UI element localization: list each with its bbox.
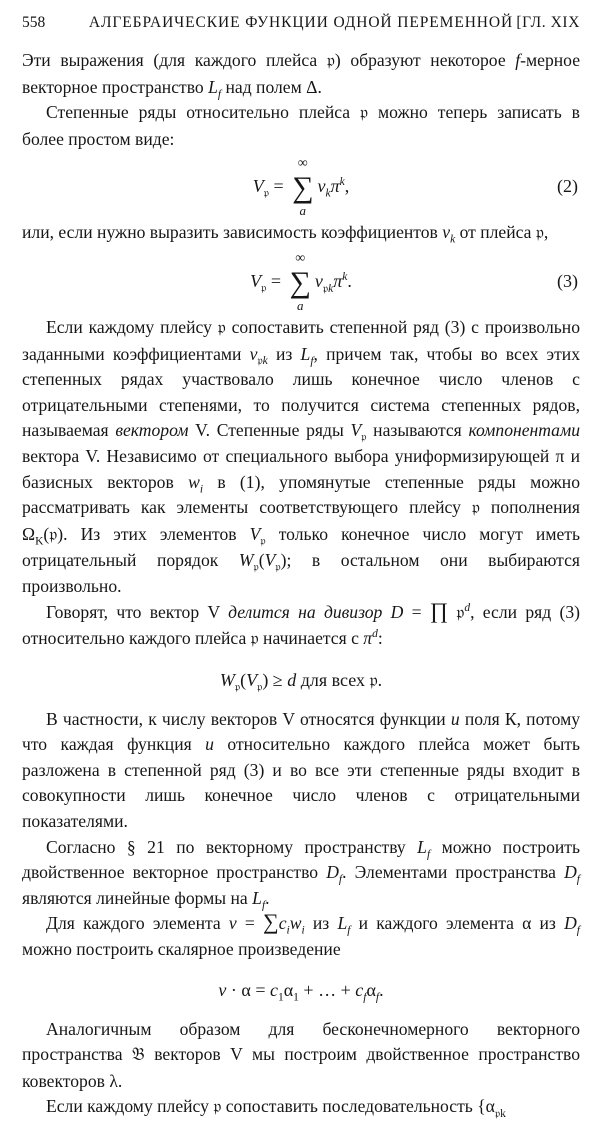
paragraph-6: В частности, к числу векторов V относятся функции u поля К, потому что каждая функция u относительно каждого плейса может быть разложена в степенной ряд (3) и во все эти степенные ряды входит в совокупности лишь конечное число членов с отрицательными показателями.	[22, 708, 581, 832]
paragraph-1: Эти выражения (для каждого плейса 𝔭) образуют некоторое f-мерное векторное пространство $L_f$ над полем Δ.	[22, 50, 581, 101]
paragraph-10: Если каждому плейсу 𝔭 сопоставить последовательность {$\alpha_{𝔭k}$	[46, 1096, 506, 1120]
page-number: 558	[22, 14, 46, 31]
running-title: АЛГЕБРАИЧЕСКИЕ ФУНКЦИИ ОДНОЙ ПЕРЕМЕННОЙ	[88, 14, 514, 31]
equation-2: $V_𝔭$ = ∑ ∞ a $v_k\pi^k$, (2)	[252, 156, 578, 219]
paragraph-7: Согласно § 21 по векторному пространству $L_f$ можно построить двойственное векторное пространство $D_f$. Элементами пространства $D_f$ являются линейные формы на $L_f$.	[22, 836, 581, 912]
equation-scalar: $v \cdot \alpha = c_1\alpha_1$ + … + $c_f\alpha_f$.	[218, 979, 384, 1004]
sum-symbol: ∑ ∞ a	[292, 156, 314, 219]
sum-symbol: ∑ ∞ a	[289, 250, 311, 313]
equation-order: $W_𝔭(V_𝔭) \ge d$ для всех 𝔭.	[219, 669, 383, 694]
paragraph-5: Говорят, что вектор V делится на дивизор D = ∏ 𝔭$^d$, если ряд (3) относительно каждого плейса 𝔭 начинается с $\pi^d$:	[22, 597, 580, 650]
paragraph-4: Если каждому плейсу 𝔭 сопоставить степенной ряд (3) с произвольно заданными коэффициентами $v_{𝔭k}$ из $L_f$, причем так, чтобы во всех этих степенных рядах участвовало лишь конечное число членов с отрицательными степенями, то получится система степенных рядов, называемая вектором V. Степенные ряды $V_𝔭$ называются компонентами вектора V. Независимо от специального выбора униформизирующей π и базисных векторов $w_i$ в (1), упомянутые степенные ряды можно рассматривать как элементы соответствующего плейсу 𝔭 пополнения $\Omega_K(𝔭)$. Из этих элементов $V_𝔭$ только конечное число могут иметь отрицательный порядок $W_𝔭(V_𝔭)$; в остальном они выбираются произвольно.	[22, 316, 581, 596]
paragraph-9: Аналогичным образом для бесконечномерного векторного пространства 𝔅 векторов V мы построим двойственное пространство ковекторов λ.	[22, 1018, 580, 1091]
equation-number: (3)	[557, 270, 578, 291]
paragraph-2: Степенные ряды относительно плейса 𝔭 можно теперь записать в более простом виде:	[22, 102, 580, 149]
paragraph-3: или, если нужно выразить зависимость коэффициентов $v_k$ от плейса 𝔭,	[22, 222, 549, 246]
paragraph-8: Для каждого элемента $v = \sum c_iw_i$ из $L_f$ и каждого элемента α из $D_f$ можно построить скалярное произведение	[22, 909, 580, 960]
chapter-label: [ГЛ. XIX	[516, 14, 580, 31]
equation-3: $V_𝔭$ = ∑ ∞ a $v_{𝔭k}\pi^k$. (3)	[250, 250, 578, 313]
page-body	[22, 48, 580, 1121]
equation-number: (2)	[557, 176, 578, 197]
running-header	[22, 12, 580, 34]
